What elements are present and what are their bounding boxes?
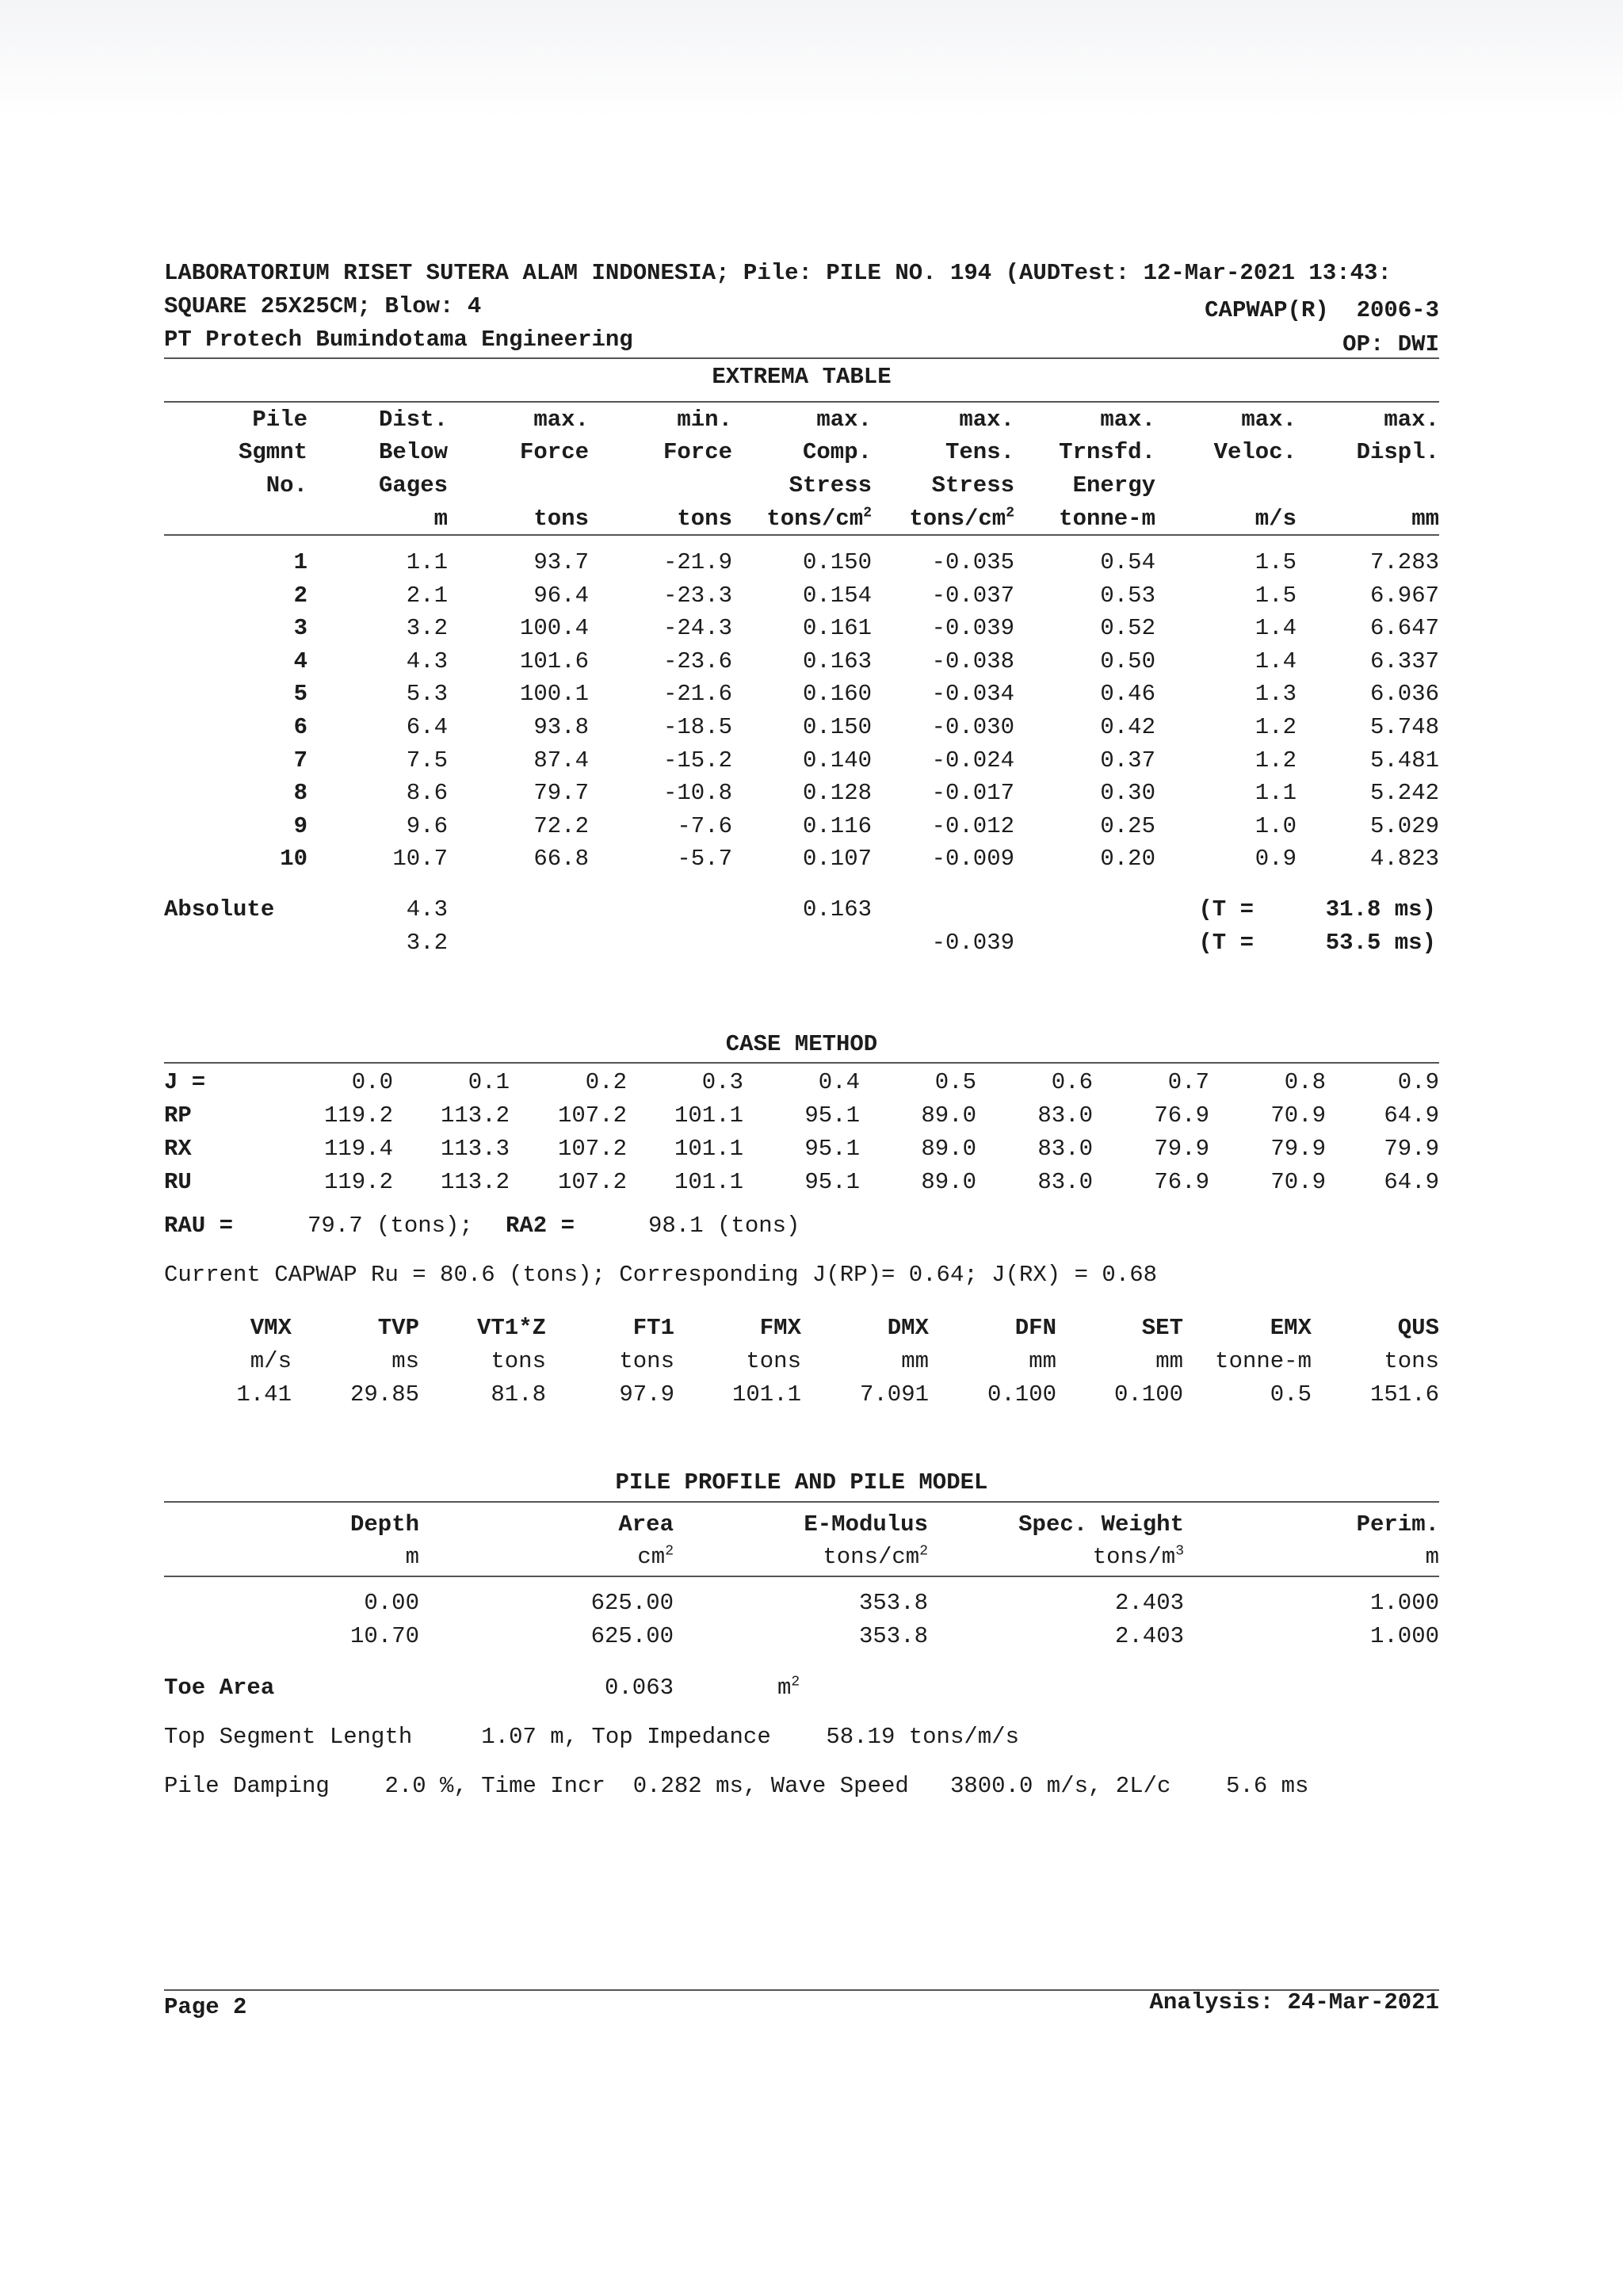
summary-value: 7.091 — [859, 1381, 929, 1408]
extrema-header-cell: tons/$cm^2$ — [766, 505, 872, 532]
extrema-header-cell: Displ. — [1356, 439, 1439, 465]
extrema-cell: 87.4 — [533, 747, 589, 774]
extrema-cell: -7.6 — [677, 812, 732, 839]
extrema-cell: 4.3 — [406, 648, 448, 674]
extrema-header-cell: Tens. — [945, 439, 1014, 465]
ra2-label: RA2 = — [506, 1213, 575, 1239]
case-cell: 101.1 — [674, 1169, 743, 1195]
extrema-cell: 0.161 — [802, 615, 872, 642]
extrema-cell: -24.3 — [663, 615, 732, 642]
summary-value: 0.100 — [987, 1381, 1056, 1408]
extrema-cell: 6.967 — [1369, 582, 1439, 609]
header-rule — [164, 357, 1439, 359]
segment-number: 6 — [293, 714, 307, 740]
extrema-cell: 1.0 — [1254, 812, 1296, 839]
pile-damping-line: Pile Damping 2.0 %, Time Incr 0.282 ms, Wave Speed 3800.0 m/s, 2L/c 5.6 ms — [164, 1773, 1309, 1799]
extrema-cell: -5.7 — [677, 846, 732, 873]
extrema-cell: -0.012 — [931, 812, 1014, 839]
profile-cell: 353.8 — [858, 1623, 928, 1649]
extrema-header-cell: tons — [677, 506, 732, 532]
extrema-header-cell: Pile — [252, 407, 307, 433]
extrema-header-cell: Gages — [378, 472, 448, 499]
case-cell: 119.2 — [323, 1169, 393, 1195]
case-cell: 119.2 — [323, 1102, 393, 1129]
summary-name: TVP — [377, 1315, 419, 1341]
extrema-header-cell: Stress — [931, 472, 1014, 499]
report-header-company: PT Protech Bumindotama Engineering — [164, 327, 633, 353]
case-cell: 107.2 — [557, 1169, 627, 1195]
extrema-cell: 5.3 — [406, 681, 448, 708]
profile-cell: 2.403 — [1114, 1590, 1184, 1616]
extrema-header-cell: m — [433, 506, 448, 532]
extrema-cell: 0.50 — [1100, 648, 1155, 674]
case-cell: 83.0 — [1037, 1169, 1093, 1195]
summary-unit: m/s — [250, 1348, 292, 1374]
case-cell: 101.1 — [674, 1102, 743, 1129]
summary-unit: mm — [1155, 1348, 1183, 1374]
absolute-comp-stress: 0.163 — [802, 896, 872, 923]
profile-unit: tons/$m^3$ — [1092, 1543, 1184, 1570]
segment-number: 4 — [293, 648, 307, 674]
extrema-cell: 6.036 — [1369, 681, 1439, 708]
absolute-dist: 4.3 — [406, 896, 448, 923]
extrema-cell: -0.039 — [931, 615, 1014, 642]
profile-cell: 625.00 — [590, 1590, 674, 1616]
extrema-header-cell: Trnsfd. — [1059, 439, 1155, 465]
extrema-cell: 0.30 — [1100, 780, 1155, 807]
extrema-cell: 1.4 — [1254, 615, 1296, 642]
summary-name: FMX — [759, 1315, 801, 1341]
extrema-header-cell: Force — [663, 439, 732, 465]
case-cell: 79.9 — [1384, 1136, 1439, 1162]
extrema-cell: 101.6 — [519, 648, 589, 674]
extrema-cell: 0.9 — [1254, 846, 1296, 873]
extrema-header-cell: Below — [378, 439, 448, 465]
extrema-cell: -0.034 — [931, 681, 1014, 708]
extrema-cell: -23.3 — [663, 582, 732, 609]
case-cell: 0.9 — [1397, 1069, 1439, 1095]
extrema-header-cell: m/s — [1254, 506, 1296, 532]
summary-value: 101.1 — [731, 1381, 801, 1408]
case-row-label: J = — [164, 1069, 206, 1095]
report-header-software: CAPWAP(R) 2006-3 — [1205, 297, 1439, 323]
case-cell: 76.9 — [1154, 1169, 1209, 1195]
extrema-cell: 6.4 — [406, 714, 448, 740]
extrema-cell: 0.150 — [802, 549, 872, 575]
absolute-time-label: (T = — [1198, 896, 1254, 923]
case-cell: 113.2 — [440, 1169, 510, 1195]
summary-unit: tons — [1384, 1348, 1439, 1374]
segment-number: 2 — [293, 582, 307, 609]
profile-cell: 10.70 — [349, 1623, 419, 1649]
extrema-cell: 0.52 — [1100, 615, 1155, 642]
pile-profile-header-rule — [164, 1576, 1439, 1577]
extrema-cell: -23.6 — [663, 648, 732, 674]
case-cell: 89.0 — [921, 1136, 976, 1162]
extrema-cell: 3.2 — [406, 615, 448, 642]
case-method-rule — [164, 1062, 1439, 1064]
extrema-cell: 1.2 — [1254, 747, 1296, 774]
summary-unit: mm — [901, 1348, 929, 1374]
absolute-dist: 3.2 — [406, 930, 448, 956]
summary-value: 0.100 — [1113, 1381, 1183, 1408]
extrema-header-cell: Veloc. — [1213, 439, 1296, 465]
segment-number: 3 — [293, 615, 307, 642]
case-row-label: RX — [164, 1136, 192, 1162]
summary-value: 151.6 — [1369, 1381, 1439, 1408]
ra2-value: 98.1 (tons) — [648, 1213, 800, 1239]
extrema-header-cell: Stress — [789, 472, 872, 499]
summary-name: VMX — [250, 1315, 292, 1341]
extrema-header-cell: max. — [1241, 407, 1296, 433]
extrema-cell: -0.038 — [931, 648, 1014, 674]
profile-cell: 1.000 — [1369, 1623, 1439, 1649]
extrema-cell: 0.107 — [802, 846, 872, 873]
page-number: Page 2 — [164, 1994, 247, 2020]
profile-unit: m — [405, 1544, 419, 1570]
extrema-header-cell: No. — [265, 472, 307, 499]
case-row-label: RP — [164, 1102, 192, 1129]
summary-value: 29.85 — [349, 1381, 419, 1408]
rau-label: RAU = — [164, 1213, 234, 1239]
summary-name: SET — [1141, 1315, 1183, 1341]
extrema-header-rule — [164, 534, 1439, 536]
case-cell: 89.0 — [921, 1102, 976, 1129]
case-cell: 95.1 — [804, 1136, 860, 1162]
extrema-cell: -0.035 — [931, 549, 1014, 575]
profile-header: Spec. Weight — [1018, 1511, 1184, 1538]
extrema-header-cell: Dist. — [378, 407, 448, 433]
extrema-cell: 0.140 — [802, 747, 872, 774]
extrema-cell: 2.1 — [406, 582, 448, 609]
extrema-cell: 9.6 — [406, 812, 448, 839]
extrema-cell: 0.160 — [802, 681, 872, 708]
segment-number: 10 — [280, 846, 307, 873]
extrema-cell: 7.5 — [406, 747, 448, 774]
extrema-cell: 4.823 — [1369, 846, 1439, 873]
case-row-label: RU — [164, 1169, 192, 1195]
extrema-cell: 0.20 — [1100, 846, 1155, 873]
profile-header: E-Modulus — [804, 1511, 928, 1538]
extrema-cell: 0.163 — [802, 648, 872, 674]
extrema-header-cell: min. — [677, 407, 732, 433]
extrema-cell: 96.4 — [533, 582, 589, 609]
summary-unit: mm — [1029, 1348, 1056, 1374]
extrema-cell: 1.1 — [406, 549, 448, 575]
analysis-date: Analysis: 24-Mar-2021 — [1149, 1989, 1439, 2015]
case-cell: 101.1 — [674, 1136, 743, 1162]
summary-value: 97.9 — [619, 1381, 674, 1408]
extrema-cell: 93.8 — [533, 714, 589, 740]
case-cell: 70.9 — [1270, 1169, 1326, 1195]
segment-number: 7 — [293, 747, 307, 774]
pile-profile-top-rule — [164, 1501, 1439, 1503]
case-cell: 113.3 — [440, 1136, 510, 1162]
profile-cell: 625.00 — [590, 1623, 674, 1649]
profile-cell: 353.8 — [858, 1590, 928, 1616]
extrema-cell: 1.2 — [1254, 714, 1296, 740]
extrema-cell: -10.8 — [663, 780, 732, 807]
case-cell: 0.3 — [701, 1069, 743, 1095]
extrema-header-cell: Sgmnt — [238, 439, 307, 465]
absolute-time-label: (T = — [1198, 930, 1254, 956]
segment-number: 8 — [293, 780, 307, 807]
extrema-cell: 0.53 — [1100, 582, 1155, 609]
extrema-cell: 0.154 — [802, 582, 872, 609]
summary-unit: tons — [619, 1348, 674, 1374]
case-cell: 0.0 — [351, 1069, 393, 1095]
pile-profile-title: PILE PROFILE AND PILE MODEL — [615, 1469, 988, 1496]
absolute-tens-stress: -0.039 — [931, 930, 1014, 956]
profile-cell: 2.403 — [1114, 1623, 1184, 1649]
extrema-cell: 10.7 — [392, 846, 448, 873]
segment-number: 1 — [293, 549, 307, 575]
absolute-time-value: 53.5 ms) — [1325, 930, 1436, 956]
extrema-header-cell: tons/$cm^2$ — [909, 505, 1014, 532]
extrema-top-rule — [164, 401, 1439, 403]
profile-header: Perim. — [1356, 1511, 1439, 1538]
extrema-header-cell: tonne-m — [1059, 506, 1155, 532]
extrema-cell: 0.116 — [802, 812, 872, 839]
extrema-cell: -18.5 — [663, 714, 732, 740]
case-cell: 64.9 — [1384, 1169, 1439, 1195]
extrema-cell: 0.46 — [1100, 681, 1155, 708]
extrema-cell: -0.024 — [931, 747, 1014, 774]
extrema-cell: -0.009 — [931, 846, 1014, 873]
report-header-line1: LABORATORIUM RISET SUTERA ALAM INDONESIA; Pile: PILE NO. 194 (AUDTest: 12-Mar-2021 13:43: — [164, 260, 1392, 286]
summary-unit: tonne-m — [1215, 1348, 1312, 1374]
extrema-header-cell: Force — [519, 439, 589, 465]
case-cell: 70.9 — [1270, 1102, 1326, 1129]
case-cell: 0.7 — [1167, 1069, 1209, 1095]
extrema-cell: 79.7 — [533, 780, 589, 807]
extrema-cell: 72.2 — [533, 812, 589, 839]
profile-header: Area — [618, 1511, 674, 1538]
summary-name: QUS — [1397, 1315, 1439, 1341]
case-cell: 107.2 — [557, 1136, 627, 1162]
extrema-header-cell: tons — [533, 506, 589, 532]
summary-name: VT1*Z — [476, 1315, 546, 1341]
case-cell: 0.8 — [1284, 1069, 1326, 1095]
summary-unit: tons — [746, 1348, 801, 1374]
extrema-cell: 0.54 — [1100, 549, 1155, 575]
extrema-cell: 1.3 — [1254, 681, 1296, 708]
case-cell: 0.6 — [1051, 1069, 1093, 1095]
case-cell: 79.9 — [1154, 1136, 1209, 1162]
report-header-operator: OP: DWI — [1342, 331, 1439, 357]
extrema-cell: 66.8 — [533, 846, 589, 873]
extrema-cell: 100.4 — [519, 615, 589, 642]
case-cell: 113.2 — [440, 1102, 510, 1129]
extrema-header-cell: Comp. — [802, 439, 872, 465]
summary-name: EMX — [1270, 1315, 1312, 1341]
extrema-cell: 8.6 — [406, 780, 448, 807]
extrema-header-cell: max. — [533, 407, 589, 433]
case-cell: 89.0 — [921, 1169, 976, 1195]
case-cell: 0.1 — [468, 1069, 510, 1095]
summary-unit: tons — [491, 1348, 546, 1374]
extrema-cell: 5.029 — [1369, 812, 1439, 839]
extrema-header-cell: max. — [1100, 407, 1155, 433]
case-method-title: CASE METHOD — [725, 1031, 878, 1057]
case-cell: 0.4 — [818, 1069, 860, 1095]
summary-unit: ms — [391, 1348, 419, 1374]
extrema-cell: 0.25 — [1100, 812, 1155, 839]
extrema-cell: 1.5 — [1254, 549, 1296, 575]
extrema-cell: 6.337 — [1369, 648, 1439, 674]
case-cell: 79.9 — [1270, 1136, 1326, 1162]
extrema-cell: 6.647 — [1369, 615, 1439, 642]
extrema-cell: 5.481 — [1369, 747, 1439, 774]
case-cell: 76.9 — [1154, 1102, 1209, 1129]
absolute-label: Absolute — [164, 896, 275, 923]
extrema-cell: 1.4 — [1254, 648, 1296, 674]
profile-unit: m — [1425, 1544, 1439, 1570]
summary-value: 0.5 — [1270, 1381, 1312, 1408]
extrema-cell: 5.748 — [1369, 714, 1439, 740]
toe-area-unit: $m^2$ — [777, 1674, 800, 1701]
extrema-cell: 100.1 — [519, 681, 589, 708]
extrema-cell: 7.283 — [1369, 549, 1439, 575]
rau-value: 79.7 (tons); — [307, 1213, 473, 1239]
summary-name: DFN — [1014, 1315, 1056, 1341]
extrema-cell: 0.37 — [1100, 747, 1155, 774]
extrema-table-title: EXTREMA TABLE — [712, 364, 892, 390]
segment-number: 9 — [293, 812, 307, 839]
case-cell: 64.9 — [1384, 1102, 1439, 1129]
extrema-header-cell: max. — [959, 407, 1014, 433]
case-cell: 119.4 — [323, 1136, 393, 1162]
profile-unit: tons/$cm^2$ — [823, 1543, 928, 1570]
extrema-cell: 93.7 — [533, 549, 589, 575]
case-cell: 95.1 — [804, 1102, 860, 1129]
toe-area-value: 0.063 — [604, 1675, 674, 1701]
profile-cell: 0.00 — [364, 1590, 419, 1616]
extrema-cell: -15.2 — [663, 747, 732, 774]
extrema-cell: 1.1 — [1254, 780, 1296, 807]
extrema-header-cell: Energy — [1072, 472, 1155, 499]
profile-header: Depth — [349, 1511, 419, 1538]
summary-value: 81.8 — [491, 1381, 546, 1408]
toe-area-label: Toe Area — [164, 1675, 275, 1701]
case-cell: 107.2 — [557, 1102, 627, 1129]
summary-name: DMX — [887, 1315, 929, 1341]
case-cell: 83.0 — [1037, 1102, 1093, 1129]
extrema-cell: 0.128 — [802, 780, 872, 807]
extrema-cell: 1.5 — [1254, 582, 1296, 609]
top-segment-line: Top Segment Length 1.07 m, Top Impedance 58.19 tons/m/s — [164, 1724, 1019, 1750]
extrema-header-cell: mm — [1411, 506, 1439, 532]
profile-cell: 1.000 — [1369, 1590, 1439, 1616]
summary-value: 1.41 — [236, 1381, 292, 1408]
extrema-cell: 5.242 — [1369, 780, 1439, 807]
report-header-blow: SQUARE 25X25CM; Blow: 4 — [164, 293, 482, 319]
current-capwap-line: Current CAPWAP Ru = 80.6 (tons); Corresponding J(RP)= 0.64; J(RX) = 0.68 — [164, 1262, 1158, 1288]
extrema-cell: -21.9 — [663, 549, 732, 575]
summary-name: FT1 — [632, 1315, 674, 1341]
extrema-cell: 0.42 — [1100, 714, 1155, 740]
extrema-header-cell: max. — [1384, 407, 1439, 433]
extrema-header-cell: max. — [816, 407, 872, 433]
case-cell: 0.5 — [934, 1069, 976, 1095]
segment-number: 5 — [293, 681, 307, 708]
extrema-cell: -0.037 — [931, 582, 1014, 609]
extrema-cell: -0.017 — [931, 780, 1014, 807]
profile-unit: $cm^2$ — [637, 1543, 674, 1570]
extrema-cell: -21.6 — [663, 681, 732, 708]
case-cell: 95.1 — [804, 1169, 860, 1195]
absolute-time-value: 31.8 ms) — [1325, 896, 1436, 923]
extrema-cell: -0.030 — [931, 714, 1014, 740]
case-cell: 83.0 — [1037, 1136, 1093, 1162]
case-cell: 0.2 — [585, 1069, 627, 1095]
extrema-cell: 0.150 — [802, 714, 872, 740]
